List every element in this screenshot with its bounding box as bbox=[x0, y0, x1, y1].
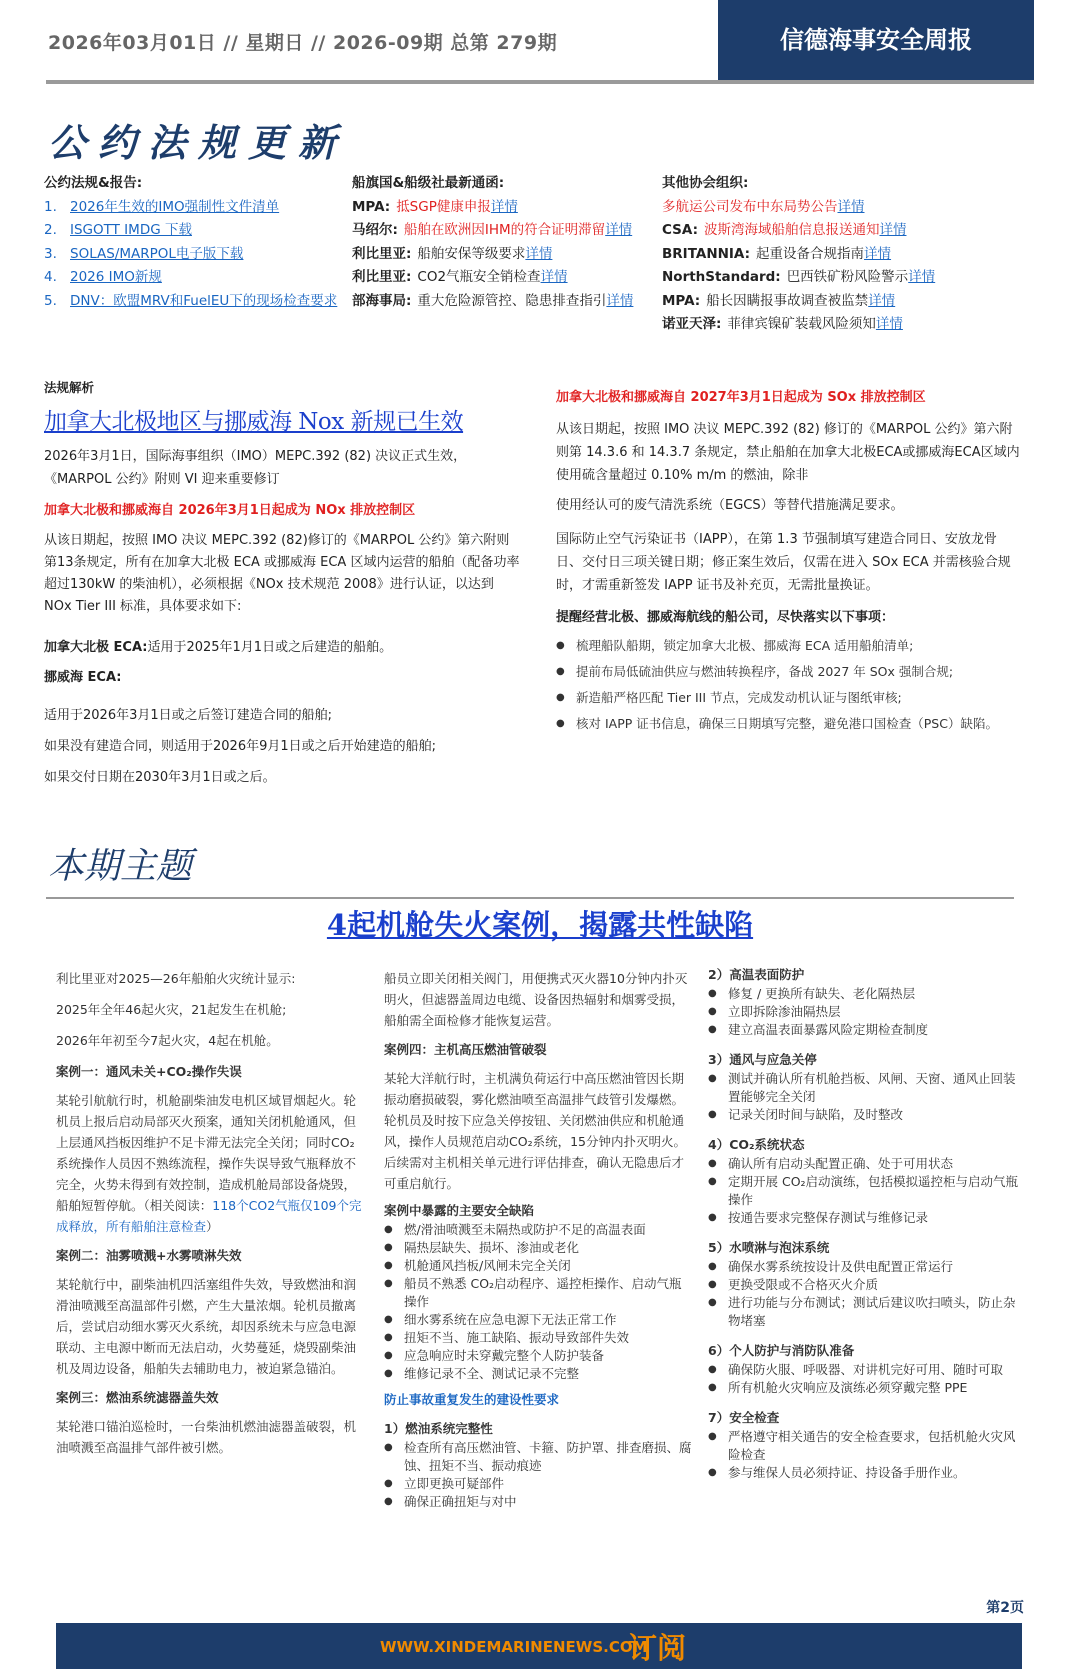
bullet-dot: ● bbox=[708, 1212, 717, 1223]
circular-text: 菲律宾镍矿装载风险须知 bbox=[727, 316, 876, 332]
bullet-dot: ● bbox=[384, 1350, 393, 1361]
details-link[interactable]: 详情 bbox=[525, 245, 553, 262]
case2-body: 某轮航行中，副柴油机四活塞组件失效，导致燃油和润滑油喷溅至高温部件引燃，产生大量浓烟。轮机员撤离后，尝试启动细水雾灭火系统，却因系统未与应急电源联动、主电源中断而无法启动，火势蔓延，烧毁副柴油机及周边设备，船舶失去辅助电力，被迫紧急锚泊。 bbox=[56, 1277, 357, 1376]
bullet-text: 立即拆除渗油隔热层 bbox=[728, 1004, 841, 1019]
intro-line: 利比里亚对2025—26年船舶火灾统计显示: bbox=[56, 971, 296, 986]
details-link[interactable]: 详情 bbox=[605, 222, 633, 238]
theme-column-1 bbox=[56, 968, 366, 1458]
norway-eca-lines bbox=[44, 700, 436, 793]
bullet-dot: ● bbox=[708, 1176, 717, 1187]
bullet-dot: ● bbox=[384, 1278, 393, 1289]
bullet-text: 严格遵守相关通告的安全检查要求，包括机舱火灾风险检查 bbox=[728, 1429, 1016, 1462]
circular-item[interactable] bbox=[662, 313, 992, 337]
bullet-dot: ● bbox=[708, 1467, 717, 1478]
feature-title[interactable]: 4起机舱失火案例，揭露共性缺陷 bbox=[326, 908, 754, 942]
details-link[interactable]: 详情 bbox=[868, 292, 896, 309]
case1-text: 某轮引航航行时，机舱副柴油发电机区域冒烟起火。轮机员上报后启动局部灭火预案，通知关闭机舱通风，但上层通风挡板因维护不足卡滞无法完全关闭；同时CO₂系统操作人员因不熟练流程，操作失误导致气瓶释放不完全，火势未得到有效控制，造成机舱局部设备烧毁，船舶短暂停航。（相关阅读： bbox=[56, 1093, 357, 1213]
remind-list bbox=[556, 637, 1022, 741]
defects-title: 案例中暴露的主要安全缺陷 bbox=[384, 1203, 535, 1218]
bullet-text: 船员不熟悉 CO₂启动程序、遥控柜操作、启动气瓶操作 bbox=[404, 1276, 682, 1309]
bullet-dot: ● bbox=[384, 1442, 393, 1453]
suggestion-6-list bbox=[708, 1361, 1024, 1397]
sox-paragraph-3: 国际防止空气污染证书（IAPP），在第 1.3 节强制填写建造合同日、安放龙骨日、交付日三项关键日期；修正案生效后，仅需在进入 SOx ECA 并需核验合规时，才需重新签发 IAPP 证书及补充页，无需批量换证。 bbox=[556, 532, 1011, 593]
norway-line: 如果交付日期在2030年3月1日或之后。 bbox=[44, 770, 276, 785]
bullet-text: 确认所有启动头配置正确、处于可用状态 bbox=[728, 1156, 954, 1171]
circular-item[interactable] bbox=[662, 290, 992, 314]
suggestion-1-title: 1）燃油系统完整性 bbox=[384, 1421, 493, 1436]
bullet-item bbox=[384, 1221, 694, 1239]
bullet-item bbox=[384, 1257, 694, 1275]
suggestion-3-title: 3）通风与应急关停 bbox=[708, 1052, 817, 1067]
details-link[interactable]: 详情 bbox=[837, 198, 865, 215]
item-number: 5. bbox=[44, 292, 57, 309]
analysis-intro: 2026年3月1日，国际海事组织（IMO）MEPC.392 (82) 决议正式生效，《MARPOL 公约》附则 VI 迎来重要修订 bbox=[44, 449, 467, 487]
nox-body: 从该日期起，按照 IMO 决议 MEPC.392 (82)修订的《MARPOL 公约》第六附则第13条规定，所有在加拿大北极 ECA 或挪威海 ECA 区域内运营的船舶（配备功率超过130kW 的柴油机），必须根据《NOx 技术规范 2008》进行认证，以达到 NOx Tier III 标准，具体要求如下: bbox=[44, 533, 520, 614]
bullet-item bbox=[708, 1428, 1024, 1464]
analysis-headline[interactable]: 加拿大北极地区与挪威海 Nox 新规已生效 bbox=[44, 409, 464, 435]
bullet-text: 建立高温表面暴露风险定期检查制度 bbox=[728, 1022, 929, 1037]
bullet-dot: ● bbox=[556, 692, 565, 703]
bullet-text: 所有机舱火灾响应及演练必须穿戴完整 PPE bbox=[728, 1380, 968, 1395]
intro-line: 2025年全年46起火灾，21起发生在机舱; bbox=[56, 1002, 287, 1017]
circular-text: 船舶在欧洲因IHM的符合证明滞留 bbox=[403, 222, 606, 238]
circular-text: 船长因瞒报事故调查被监禁 bbox=[706, 292, 869, 309]
details-link[interactable]: 详情 bbox=[490, 198, 518, 215]
theme-column-3 bbox=[708, 964, 1024, 1482]
convention-link[interactable]: SOLAS/MARPOL电子版下载 bbox=[70, 245, 244, 262]
bullet-text: 参与维保人员必须持证、持设备手册作业。 bbox=[728, 1465, 966, 1480]
bullet-item bbox=[384, 1311, 694, 1329]
bullet-text: 确保正确扭矩与对中 bbox=[404, 1494, 517, 1509]
bullet-text: 进行功能与分布测试；测试后建议吹扫喷头，防止杂物堵塞 bbox=[728, 1295, 1016, 1328]
subscribe-link[interactable]: 订阅 bbox=[628, 1631, 687, 1665]
circular-text: 抵SGP健康申报 bbox=[396, 198, 491, 215]
bullet-text: 应急响应时未穿戴完整个人防护装备 bbox=[404, 1348, 605, 1363]
nox-title: 加拿大北极和挪威海自 2026年3月1日起成为 NOx 排放控制区 bbox=[44, 503, 416, 518]
bullet-dot: ● bbox=[384, 1368, 393, 1379]
flag-circulars-list bbox=[352, 196, 652, 314]
details-link[interactable]: 详情 bbox=[908, 269, 936, 285]
theme-divider bbox=[46, 897, 1014, 899]
circular-source: 部海事局: bbox=[352, 292, 412, 309]
suggestion-3-list bbox=[708, 1070, 1024, 1124]
convention-link[interactable]: 2026 IMO新规 bbox=[70, 269, 162, 285]
bullet-text: 新造船严格匹配 Tier III 节点，完成发动机认证与图纸审核; bbox=[576, 690, 902, 705]
circular-item[interactable] bbox=[352, 196, 652, 220]
suggestion-4-title: 4）CO₂系统状态 bbox=[708, 1137, 805, 1152]
bullet-text: 燃/滑油喷溅至未隔热或防护不足的高温表面 bbox=[404, 1222, 646, 1237]
bullet-dot: ● bbox=[384, 1478, 393, 1489]
suggestion-7-list bbox=[708, 1428, 1024, 1482]
bullet-item bbox=[708, 1070, 1024, 1106]
bullet-item bbox=[556, 715, 1022, 733]
convention-link[interactable]: ISGOTT IMDG 下载 bbox=[70, 222, 192, 238]
bullet-dot: ● bbox=[384, 1496, 393, 1507]
suggestion-5-list bbox=[708, 1258, 1024, 1330]
bullet-text: 细水雾系统在应急电源下无法正常工作 bbox=[404, 1312, 617, 1327]
circular-text: CO2气瓶安全销检查 bbox=[417, 269, 541, 285]
bullet-text: 梳理船队船期，锁定加拿大北极、挪威海 ECA 适用船舶清单; bbox=[576, 638, 914, 653]
convention-item[interactable] bbox=[44, 243, 344, 267]
circular-item[interactable] bbox=[352, 266, 652, 290]
details-link[interactable]: 详情 bbox=[606, 292, 634, 309]
bullet-text: 立即更换可疑部件 bbox=[404, 1476, 505, 1491]
bullet-text: 修复 / 更换所有缺失、老化隔热层 bbox=[728, 986, 916, 1001]
item-number: 1. bbox=[44, 198, 57, 215]
item-number: 3. bbox=[44, 245, 57, 262]
convention-item[interactable] bbox=[44, 219, 344, 243]
details-link[interactable]: 详情 bbox=[864, 245, 892, 262]
circular-source: MPA: bbox=[352, 198, 391, 215]
bullet-dot: ● bbox=[384, 1242, 393, 1253]
bullet-item bbox=[708, 1021, 1024, 1039]
bullet-dot: ● bbox=[556, 718, 565, 729]
bullet-item bbox=[708, 1379, 1024, 1397]
norway-eca-label: 挪威海 ECA: bbox=[44, 670, 122, 685]
bullet-item bbox=[556, 637, 1022, 655]
bullet-item bbox=[708, 1361, 1024, 1379]
circular-source: 马绍尔: bbox=[352, 222, 398, 238]
circular-source: CSA: bbox=[662, 222, 698, 238]
case2-title: 案例二：油雾喷溅+水雾喷淋失效 bbox=[56, 1248, 242, 1263]
bullet-text: 测试并确认所有机舱挡板、风闸、天窗、通风止回装置能够完全关闭 bbox=[728, 1071, 1016, 1104]
remind-title: 提醒经营北极、挪威海航线的船公司，尽快落实以下事项： bbox=[556, 610, 895, 625]
case4-title: 案例四：主机高压燃油管破裂 bbox=[384, 1042, 547, 1057]
bullet-dot: ● bbox=[708, 1006, 717, 1017]
sox-title: 加拿大北极和挪威海自 2027年3月1日起成为 SOx 排放控制区 bbox=[556, 390, 926, 405]
case4-body: 某轮大洋航行时，主机满负荷运行中高压燃油管因长期振动磨损破裂，雾化燃油喷至高温排气歧管引发爆燃。轮机员及时按下应急关停按钮、关闭燃油供应和机舱通风，操作人员规范启动CO₂系统，15分钟内扑灭明火。后续需对主机相关单元进行评估排查，确认无隐患后才可重启航行。 bbox=[384, 1071, 686, 1191]
circular-item[interactable] bbox=[662, 243, 992, 267]
bullet-text: 检查所有高压燃油管、卡箍、防护罩、排查磨损、腐蚀、扭矩不当、振动痕迹 bbox=[404, 1440, 692, 1473]
bullet-text: 定期开展 CO₂启动演练，包括模拟遥控柜与启动气瓶操作 bbox=[728, 1174, 1019, 1207]
column-heading: 公约法规&报告: bbox=[44, 175, 143, 191]
circular-source: BRITANNIA: bbox=[662, 245, 751, 262]
case1-body bbox=[56, 1090, 366, 1237]
header-divider bbox=[46, 80, 1034, 84]
circular-item[interactable] bbox=[662, 196, 992, 220]
column-heading: 船旗国&船级社最新通函: bbox=[352, 175, 505, 191]
bullet-text: 确保水雾系统按设计及供电配置正常运行 bbox=[728, 1259, 954, 1274]
bullet-dot: ● bbox=[708, 1297, 717, 1308]
details-link[interactable]: 详情 bbox=[540, 269, 568, 285]
circular-source: NorthStandard: bbox=[662, 269, 781, 285]
suggestion-4-list bbox=[708, 1155, 1024, 1227]
canada-eca bbox=[44, 638, 392, 657]
norway-line: 如果没有建造合同，则适用于2026年9月1日或之后开始建造的船舶; bbox=[44, 739, 437, 754]
circular-source: 诺亚天泽: bbox=[662, 316, 722, 332]
sox-paragraph-2: 使用经认可的废气清洗系统（EGCS）等替代措施满足要求。 bbox=[556, 498, 904, 513]
bullet-item bbox=[708, 1173, 1024, 1209]
bullet-dot: ● bbox=[384, 1314, 393, 1325]
bullet-item bbox=[708, 1209, 1024, 1227]
canada-eca-label: 加拿大北极 ECA: bbox=[44, 640, 148, 655]
bullet-item bbox=[384, 1275, 694, 1311]
bullet-item bbox=[708, 1258, 1024, 1276]
canada-eca-text: 适用于2025年1月1日或之后建造的船舶。 bbox=[147, 640, 393, 655]
bullet-item bbox=[384, 1439, 694, 1475]
bullet-text: 按通告要求完整保存测试与维修记录 bbox=[728, 1210, 929, 1225]
conventions-list bbox=[44, 196, 344, 314]
bullet-item bbox=[384, 1365, 694, 1383]
theme-title: 本期主题 bbox=[48, 846, 193, 887]
bullet-item bbox=[708, 1294, 1024, 1330]
conventions-column bbox=[44, 172, 344, 313]
bullet-text: 确保防火服、呼吸器、对讲机完好可用、随时可取 bbox=[728, 1362, 1004, 1377]
column-heading: 其他协会组织: bbox=[662, 175, 749, 191]
convention-link[interactable]: DNV：欧盟MRV和FuelEU下的现场检查要求 bbox=[70, 292, 338, 309]
bullet-text: 扭矩不当、施工缺陷、振动导致部件失效 bbox=[404, 1330, 630, 1345]
circular-item[interactable] bbox=[662, 219, 992, 243]
associations-list bbox=[662, 196, 992, 337]
bullet-item bbox=[708, 1106, 1024, 1124]
bullet-text: 核对 IAPP 证书信息，确保三日期填写完整，避免港口国检查（PSC）缺陷。 bbox=[576, 716, 998, 731]
circular-text: 多航运公司发布中东局势公告 bbox=[662, 198, 838, 215]
bullet-item bbox=[708, 1155, 1024, 1173]
analysis-label: 法规解析 bbox=[44, 380, 95, 395]
bullet-item bbox=[708, 985, 1024, 1003]
circular-text: 船舶安保等级要求 bbox=[417, 245, 526, 262]
issue-date-line: 2026年03月01日 // 星期日 // 2026-09期 总第 279期 bbox=[48, 32, 558, 54]
associations-column bbox=[662, 172, 992, 337]
convention-item[interactable] bbox=[44, 196, 344, 220]
circular-item[interactable] bbox=[352, 243, 652, 267]
bullet-dot: ● bbox=[384, 1332, 393, 1343]
circular-item[interactable] bbox=[352, 290, 652, 314]
circular-item[interactable] bbox=[662, 266, 992, 290]
bullet-dot: ● bbox=[708, 1279, 717, 1290]
intro-line: 2026年年初至今7起火灾，4起在机舱。 bbox=[56, 1033, 279, 1048]
bullet-text: 机舱通风挡板/风闸未完全关闭 bbox=[404, 1258, 571, 1273]
circular-source: 利比里亚: bbox=[352, 245, 412, 262]
bullet-item bbox=[384, 1475, 694, 1493]
footer-url-link[interactable]: WWW.XINDEMARINENEWS.COM bbox=[380, 1638, 648, 1656]
suggestion-1-list bbox=[384, 1439, 694, 1511]
theme-column-2 bbox=[384, 968, 694, 1511]
bullet-dot: ● bbox=[384, 1224, 393, 1235]
page-number: 第2页 bbox=[986, 1600, 1024, 1616]
bullet-dot: ● bbox=[708, 1382, 717, 1393]
details-link[interactable]: 详情 bbox=[875, 316, 903, 332]
bullet-dot: ● bbox=[708, 988, 717, 999]
circular-source: MPA: bbox=[662, 292, 701, 309]
bullet-text: 提前布局低硫油供应与燃油转换程序，备战 2027 年 SOx 强制合规; bbox=[576, 664, 954, 679]
case3-body: 某轮港口锚泊巡检时，一台柴油机燃油滤器盖破裂，机油喷溅至高温排气部件被引燃。 bbox=[56, 1419, 357, 1455]
item-number: 2. bbox=[44, 222, 57, 238]
bullet-dot: ● bbox=[556, 640, 565, 651]
flag-class-column bbox=[352, 172, 652, 313]
bullet-item bbox=[384, 1329, 694, 1347]
bullet-item bbox=[708, 1464, 1024, 1482]
bullet-item bbox=[708, 1003, 1024, 1021]
suggest-title: 防止事故重复发生的建设性要求 bbox=[384, 1392, 560, 1407]
bullet-dot: ● bbox=[708, 1024, 717, 1035]
bullet-text: 维修记录不全、测试记录不完整 bbox=[404, 1366, 580, 1381]
convention-item[interactable] bbox=[44, 266, 344, 290]
brand-banner: 信德海事安全周报 bbox=[718, 0, 1034, 80]
suggestion-7-title: 7）安全检查 bbox=[708, 1410, 780, 1425]
case3-continued: 船员立即关闭相关阀门，用便携式灭火器10分钟内扑灭明火，但滤器盖周边电缆、设备因热辐射和烟雾受损，船舶需全面检修才能恢复运营。 bbox=[384, 971, 688, 1028]
suggestion-2-title: 2）高温表面防护 bbox=[708, 967, 805, 982]
bullet-dot: ● bbox=[708, 1431, 717, 1442]
sox-paragraph-1: 从该日期起，按照 IMO 决议 MEPC.392 (82) 修订的《MARPOL 公约》第六附则第 14.3.6 和 14.3.7 条规定，禁止船舶在加拿大北极ECA或挪威海ECA区域内使用硫含量超过 0.10% m/m 的燃油，除非 bbox=[556, 422, 1020, 483]
norway-line: 适用于2026年3月1日或之后签订建造合同的船舶; bbox=[44, 708, 333, 723]
circular-item[interactable] bbox=[352, 219, 652, 243]
suggestion-5-title: 5）水喷淋与泡沫系统 bbox=[708, 1240, 830, 1255]
bullet-dot: ● bbox=[708, 1158, 717, 1169]
suggestion-2-list bbox=[708, 985, 1024, 1039]
case1-title: 案例一：通风未关+CO₂操作失误 bbox=[56, 1064, 242, 1079]
suggestion-6-title: 6）个人防护与消防队准备 bbox=[708, 1343, 855, 1358]
circular-text: 起重设备合规指南 bbox=[756, 245, 865, 262]
case3-title: 案例三：燃油系统滤器盖失效 bbox=[56, 1390, 219, 1405]
bullet-dot: ● bbox=[384, 1260, 393, 1271]
bullet-text: 隔热层缺失、损坏、渗油或老化 bbox=[404, 1240, 580, 1255]
bullet-item bbox=[384, 1347, 694, 1365]
bullet-dot: ● bbox=[556, 666, 565, 677]
bullet-dot: ● bbox=[708, 1109, 717, 1120]
bullet-text: 记录关闭时间与缺陷，及时整改 bbox=[728, 1107, 904, 1122]
bullet-dot: ● bbox=[708, 1073, 717, 1084]
circular-text: 重大危险源管控、隐患排查指引 bbox=[417, 292, 607, 309]
bullet-item bbox=[556, 689, 1022, 707]
bullet-item bbox=[384, 1493, 694, 1511]
defects-list bbox=[384, 1221, 694, 1383]
bullet-dot: ● bbox=[708, 1364, 717, 1375]
bullet-dot: ● bbox=[708, 1261, 717, 1272]
related-reading-link[interactable]: 118个CO2气瓶仅109个完成释放，所有船舶注意检查 bbox=[56, 1198, 362, 1234]
circular-source: 利比里亚: bbox=[352, 269, 412, 285]
bullet-item bbox=[384, 1239, 694, 1257]
circular-text: 巴西铁矿粉风险警示 bbox=[786, 269, 909, 285]
case1-tail: ） bbox=[206, 1219, 219, 1234]
details-link[interactable]: 详情 bbox=[879, 222, 907, 238]
section-title: 公约法规更新 bbox=[48, 121, 349, 165]
convention-link[interactable]: 2026年生效的IMO强制性文件清单 bbox=[70, 198, 280, 215]
convention-item[interactable] bbox=[44, 290, 344, 314]
circular-text: 波斯湾海域船舶信息报送通知 bbox=[703, 222, 880, 238]
bullet-item bbox=[556, 663, 1022, 681]
bullet-item bbox=[708, 1276, 1024, 1294]
item-number: 4. bbox=[44, 269, 57, 285]
bullet-text: 更换受限或不合格灭火介质 bbox=[728, 1277, 879, 1292]
